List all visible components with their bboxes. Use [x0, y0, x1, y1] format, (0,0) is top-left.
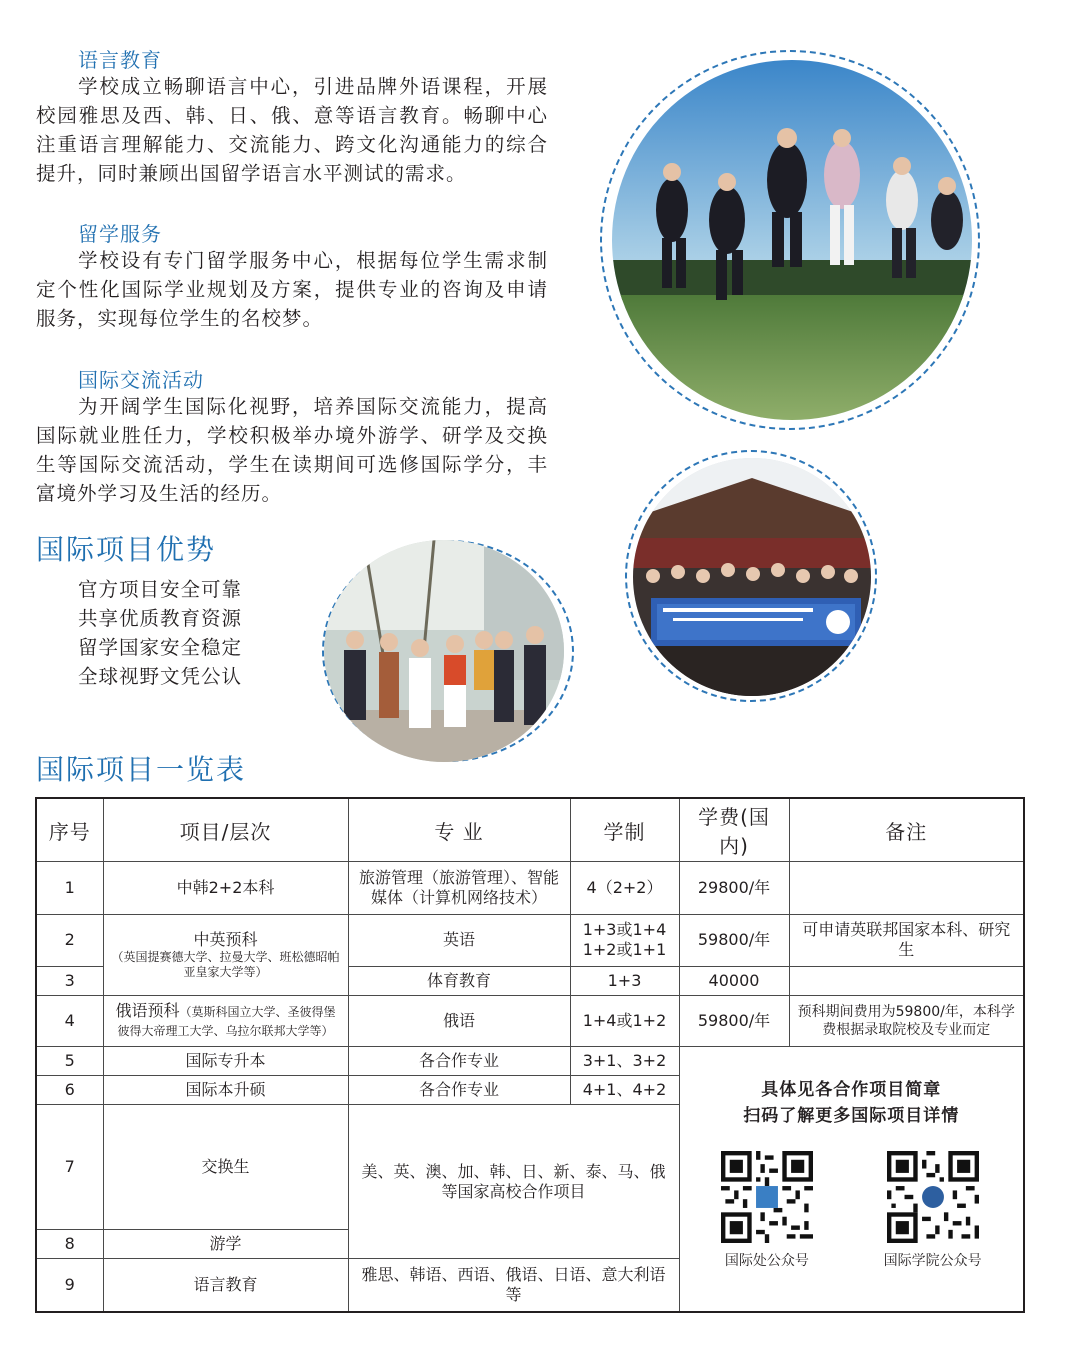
header-major: 专 业 [348, 798, 570, 862]
row-note [789, 967, 1024, 996]
row-no: 7 [36, 1105, 103, 1230]
section-title-study-abroad: 留学服务 [78, 222, 162, 246]
qr-codes [686, 1151, 1018, 1271]
row-project [103, 996, 348, 1046]
row-fee: 40000 [679, 967, 789, 996]
section-title-exchange: 国际交流活动 [78, 368, 204, 392]
row-project: 国际专升本 [103, 1046, 348, 1075]
row-major: 旅游管理（旅游管理）、智能媒体（计算机网络技术） [348, 862, 570, 915]
row-no: 4 [36, 996, 103, 1046]
qr-code-icon[interactable] [721, 1151, 813, 1243]
row-fee: 59800/年 [679, 914, 789, 967]
row-duration [570, 914, 679, 967]
photo-walking-students [324, 540, 564, 762]
row-major-merged: 美、英、澳、加、韩、日、新、泰、马、俄等国家高校合作项目 [348, 1105, 679, 1259]
row-major: 英语 [348, 914, 570, 967]
row-fee: 59800/年 [679, 996, 789, 1046]
row-no: 2 [36, 914, 103, 967]
row-duration-a: 1+3或1+4 [582, 920, 667, 940]
advantages-list [78, 575, 242, 691]
row-note: 预科期间费用为59800/年，本科学费根据录取院校及专业而定 [789, 996, 1024, 1046]
header-duration: 学制 [570, 798, 679, 862]
info-line-2: 扫码了解更多国际项目详情 [743, 1105, 960, 1126]
qr-code-icon[interactable] [887, 1151, 979, 1243]
row-duration: 3+1、3+2 [570, 1046, 679, 1075]
section-title-language: 语言教育 [78, 48, 162, 72]
row-project-main: 俄语预科 [115, 1000, 180, 1020]
qr-item [721, 1151, 813, 1271]
qr-caption: 国际处公众号 [724, 1252, 809, 1269]
row-project-merged [103, 914, 348, 996]
row-duration: 4（2+2） [570, 862, 679, 915]
photo-group-banner [633, 458, 871, 696]
advantage-item: 留学国家安全稳定 [78, 636, 243, 659]
row-major: 各合作专业 [348, 1075, 570, 1104]
advantages-title: 国际项目优势 [36, 533, 217, 566]
row-duration-b: 1+2或1+1 [582, 940, 667, 960]
row-major: 雅思、韩语、西语、俄语、日语、意大利语等 [348, 1259, 679, 1312]
row-no: 1 [36, 862, 103, 915]
header-project: 项目/层次 [103, 798, 348, 862]
row-project-main: 中英预科 [193, 929, 258, 949]
row-duration: 1+4或1+2 [570, 996, 679, 1046]
row-project-sub: （英国提赛德大学、拉曼大学、班松德昭帕亚皇家大学等） [111, 949, 340, 979]
qr-caption: 国际学院公众号 [883, 1252, 982, 1269]
advantage-item: 全球视野文凭公认 [78, 665, 243, 688]
info-cell [679, 1046, 1024, 1312]
section-body-study-abroad: 学校设有专门留学服务中心，根据每位学生需求制定个性化国际学业规划及方案，提供专业的咨询及申请服务，实现每位学生的名校梦。 [36, 249, 548, 330]
row-project: 游学 [103, 1230, 348, 1259]
table-row [36, 914, 1024, 967]
row-note [789, 862, 1024, 915]
table-row [36, 1046, 1024, 1075]
row-major: 各合作专业 [348, 1046, 570, 1075]
row-no: 3 [36, 967, 103, 996]
row-project: 国际本升硕 [103, 1075, 348, 1104]
row-no: 9 [36, 1259, 103, 1312]
row-note: 可申请英联邦国家本科、研究生 [789, 914, 1024, 967]
row-fee: 29800/年 [679, 862, 789, 915]
row-project: 交换生 [103, 1105, 348, 1230]
advantage-item: 官方项目安全可靠 [78, 578, 243, 601]
projects-table [35, 797, 1025, 1313]
row-major: 俄语 [348, 996, 570, 1046]
table-title: 国际项目一览表 [36, 753, 247, 786]
header-fee: 学费(国内) [679, 798, 789, 862]
table-header-row [36, 798, 1024, 862]
info-line-1: 具体见各合作项目简章 [761, 1079, 942, 1100]
advantage-item: 共享优质教育资源 [78, 607, 243, 630]
row-project: 中韩2+2本科 [103, 862, 348, 915]
table-row [36, 862, 1024, 915]
row-no: 8 [36, 1230, 103, 1259]
qr-item [884, 1151, 982, 1271]
row-major: 体育教育 [348, 967, 570, 996]
row-no: 6 [36, 1075, 103, 1104]
section-body-exchange: 为开阔学生国际化视野，培养国际交流能力，提高国际就业胜任力，学校积极举办境外游学、研学及交换生等国际交流活动，学生在读期间可选修国际学分，丰富境外学习及生活的经历。 [36, 395, 548, 505]
header-note: 备注 [789, 798, 1024, 862]
row-project-sub: （莫斯科国立大学、圣彼得堡彼得大帝理工大学、乌拉尔联邦大学等） [117, 1004, 336, 1038]
table-row [36, 996, 1024, 1046]
row-duration: 4+1、4+2 [570, 1075, 679, 1104]
header-no: 序号 [36, 798, 103, 862]
photo-jumping-students [612, 60, 972, 420]
row-no: 5 [36, 1046, 103, 1075]
row-duration: 1+3 [570, 967, 679, 996]
section-body-language: 学校成立畅聊语言中心，引进品牌外语课程，开展校园雅思及西、韩、日、俄、意等语言教育。畅聊中心注重语言理解能力、交流能力、跨文化沟通能力的综合提升，同时兼顾出国留学语言水平测试的需求。 [36, 75, 548, 185]
row-project: 语言教育 [103, 1259, 348, 1312]
